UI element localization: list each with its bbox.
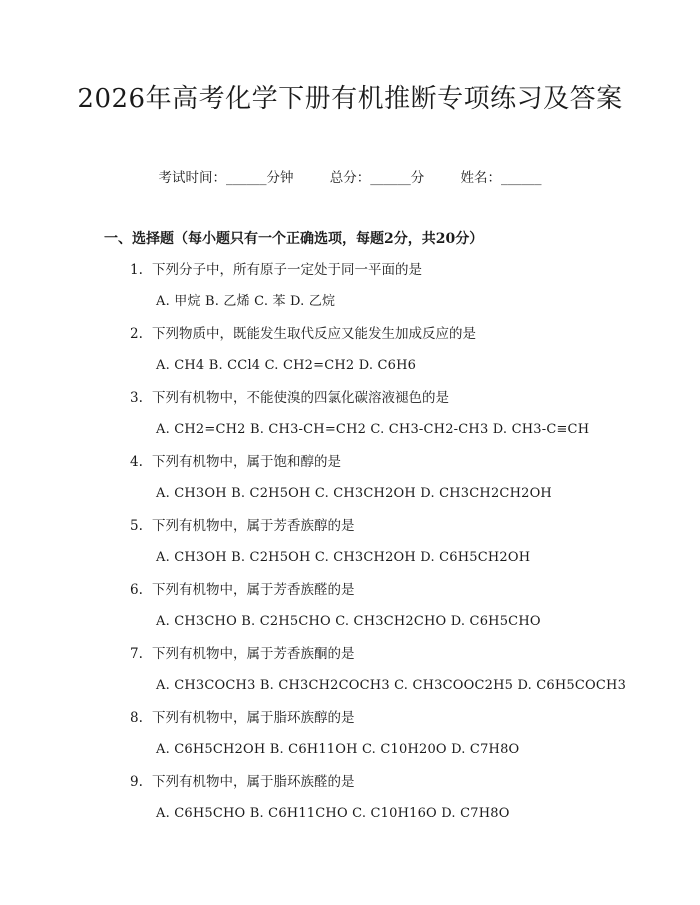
- question-text: 下列分子中，所有原子一定处于同一平面的是: [152, 262, 422, 278]
- question-options: A. CH3CHO B. C2H5CHO C. CH3CH2CHO D. C6H5CHO: [156, 614, 541, 629]
- question-options: A. 甲烷 B. 乙烯 C. 苯 D. 乙烷: [156, 294, 336, 309]
- question-text: 下列物质中，既能发生取代反应又能发生加成反应的是: [152, 326, 476, 342]
- question-number: 4.: [130, 454, 143, 470]
- question-text: 下列有机物中，属于脂环族醇的是: [152, 710, 355, 726]
- student-name-field: 姓名：______: [460, 170, 542, 186]
- question-options: A. CH4 B. CCl4 C. CH2=CH2 D. C6H6: [156, 358, 417, 373]
- question-stem: [130, 516, 355, 536]
- question-stem: [130, 772, 355, 792]
- question-number: 1.: [130, 262, 143, 278]
- question-stem: [130, 708, 355, 728]
- question-options: A. C6H5CHO B. C6H11CHO C. C10H16O D. C7H8O: [156, 806, 510, 821]
- question-3: [0, 388, 700, 452]
- question-list: [0, 260, 700, 836]
- question-6: [0, 580, 700, 644]
- question-options: A. C6H5CH2OH B. C6H11OH C. C10H20O D. C7H8O: [156, 742, 520, 757]
- exam-meta-line: [0, 168, 700, 188]
- question-number: 3.: [130, 390, 143, 406]
- question-options: A. CH3OH B. C2H5OH C. CH3CH2OH D. C6H5CH2OH: [156, 550, 531, 565]
- document-title: 2026年高考化学下册有机推断专项练习及答案: [77, 84, 623, 114]
- question-number: 5.: [130, 518, 143, 534]
- question-stem: [130, 260, 422, 280]
- question-number: 7.: [130, 646, 143, 662]
- question-text: 下列有机物中，不能使溴的四氯化碳溶液褪色的是: [152, 390, 449, 406]
- question-stem: [130, 324, 476, 344]
- question-number: 2.: [130, 326, 143, 342]
- question-text: 下列有机物中，属于芳香族酮的是: [152, 646, 355, 662]
- question-4: [0, 452, 700, 516]
- section-heading: 一、选择题（每小题只有一个正确选项，每题2分，共20分）: [104, 231, 484, 247]
- question-1: [0, 260, 700, 324]
- question-7: [0, 644, 700, 708]
- question-stem: [130, 580, 355, 600]
- question-stem: [130, 644, 355, 664]
- question-options: A. CH3COCH3 B. CH3CH2COCH3 C. CH3COOC2H5 D. C6H5COCH3: [156, 678, 627, 693]
- question-text: 下列有机物中，属于脂环族醛的是: [152, 774, 355, 790]
- question-text: 下列有机物中，属于饱和醇的是: [152, 454, 341, 470]
- total-score-field: 总分：______分: [329, 170, 425, 186]
- question-stem: [130, 452, 341, 472]
- question-text: 下列有机物中，属于芳香族醇的是: [152, 518, 355, 534]
- question-stem: [130, 388, 449, 408]
- question-9: [0, 772, 700, 836]
- question-8: [0, 708, 700, 772]
- question-2: [0, 324, 700, 388]
- exam-time-field: 考试时间：______分钟: [158, 170, 294, 186]
- question-options: A. CH2=CH2 B. CH3-CH=CH2 C. CH3-CH2-CH3 D. CH3-C≡CH: [156, 422, 590, 437]
- question-number: 8.: [130, 710, 143, 726]
- question-number: 9.: [130, 774, 143, 790]
- question-options: A. CH3OH B. C2H5OH C. CH3CH2OH D. CH3CH2CH2OH: [156, 486, 552, 501]
- question-number: 6.: [130, 582, 143, 598]
- question-5: [0, 516, 700, 580]
- question-text: 下列有机物中，属于芳香族醛的是: [152, 582, 355, 598]
